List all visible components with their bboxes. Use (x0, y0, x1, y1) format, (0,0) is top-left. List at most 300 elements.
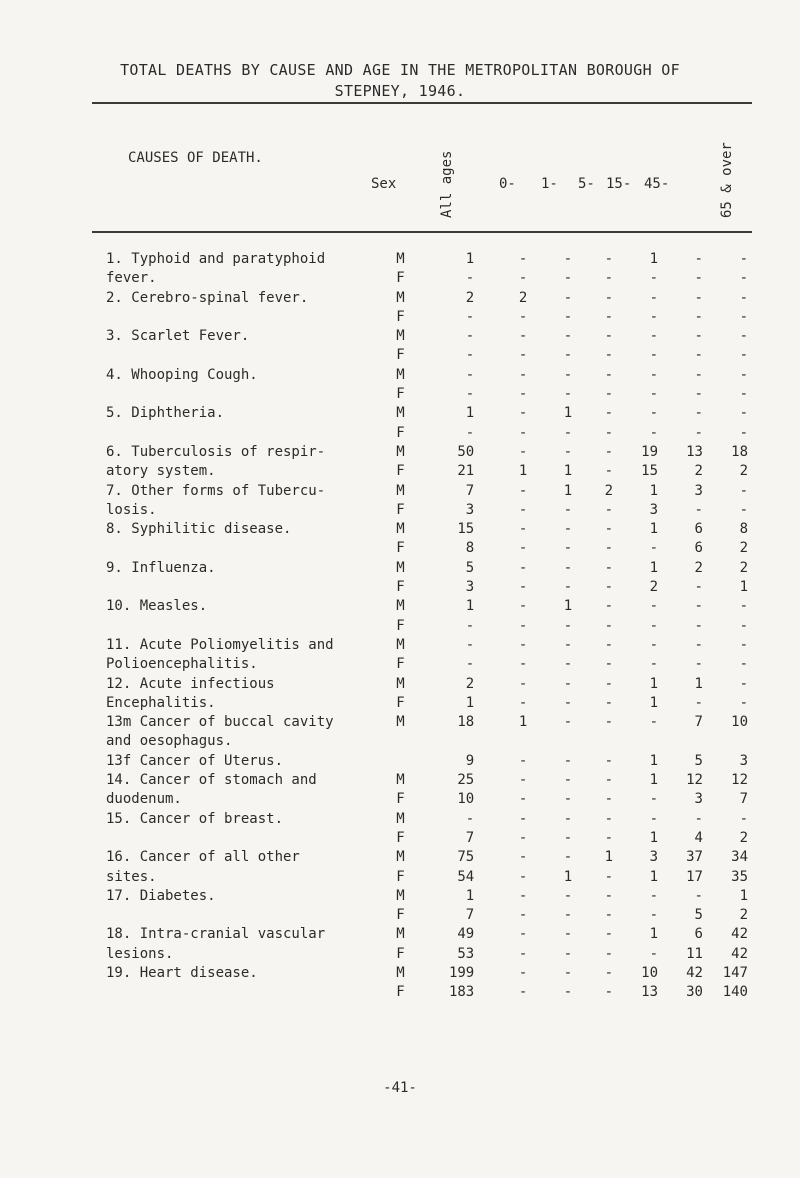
table-row (92, 269, 752, 288)
age-45-cell: 3 (694, 791, 703, 808)
cause-cell: 1. Typhoid and paratyphoid (106, 251, 326, 267)
age-5-cell (576, 732, 617, 751)
age-65-over-cell: - (739, 501, 748, 518)
age-15-cell: - (649, 540, 659, 557)
age-1-cell: - (563, 791, 573, 808)
age-0-cell: - (518, 636, 528, 653)
age-0-cell: - (518, 386, 528, 403)
cause-cell: 19. Heart disease. (106, 964, 258, 981)
age-65-over-cell: 1 (739, 887, 748, 904)
age-1-cell: - (563, 366, 573, 383)
all-ages-cell: 7 (465, 829, 475, 846)
sex-cell: M (396, 714, 405, 731)
age-65-over-cell (707, 732, 752, 751)
sex-cell: F (396, 386, 405, 403)
age-5-cell: - (604, 617, 614, 634)
age-0-cell: - (518, 945, 528, 962)
age-1-cell: - (563, 617, 573, 634)
sex-cell: F (396, 829, 405, 846)
age-0-cell: - (518, 579, 528, 596)
table-row (92, 906, 752, 925)
age-65-over-cell: - (739, 694, 748, 711)
age-0-cell: 2 (518, 289, 528, 306)
age-45-cell: - (694, 308, 703, 325)
table-row (92, 732, 752, 751)
age-1-cell: - (563, 501, 573, 518)
age-45-cell: - (694, 289, 703, 306)
age-1-cell: - (563, 849, 573, 866)
age-0-cell: - (518, 328, 528, 345)
age-0-cell: - (518, 810, 528, 827)
cause-cell (92, 424, 382, 443)
age-45-cell: 7 (694, 714, 703, 731)
sex-cell: M (396, 810, 405, 827)
age-0-cell: - (518, 752, 528, 769)
age-5-cell: - (604, 636, 614, 653)
age-45-cell: 5 (694, 907, 703, 924)
age-65-over-cell: 2 (739, 540, 748, 557)
cause-cell: Encephalitis. (106, 694, 216, 711)
age-1-cell: - (563, 424, 573, 441)
age-65-over-cell: - (739, 386, 748, 403)
age-65-over-cell: 42 (731, 945, 748, 962)
table-row (92, 520, 752, 539)
age-15-cell: 3 (649, 501, 659, 518)
sex-cell: F (396, 347, 405, 364)
age-5-cell: - (604, 868, 614, 885)
all-ages-cell: 54 (457, 868, 475, 885)
age-1-cell: - (563, 829, 573, 846)
all-ages-cell: 49 (457, 926, 475, 943)
age-1-cell: - (563, 559, 573, 576)
age-5-cell: - (604, 308, 614, 325)
age-1-cell: - (563, 694, 573, 711)
age-0-cell: - (518, 405, 528, 422)
age-65-over-cell: - (739, 656, 748, 673)
age-65-over-cell: - (739, 366, 748, 383)
table-row (92, 501, 752, 520)
age-15-cell: 1 (649, 675, 659, 692)
age-15-cell: 19 (641, 443, 659, 460)
age-15-cell: 3 (649, 849, 659, 866)
top-rule (92, 102, 752, 104)
age-65-over-cell: - (739, 405, 748, 422)
all-ages-cell: - (465, 617, 475, 634)
age-15-cell: 1 (649, 251, 659, 267)
age-1-cell: - (563, 714, 573, 731)
age-15-cell: 1 (649, 868, 659, 885)
table-row (92, 578, 752, 597)
sex-cell: F (396, 791, 405, 808)
age-65-over-cell: - (739, 617, 748, 634)
age-65-over-cell: - (739, 347, 748, 364)
all-ages-cell: 3 (465, 501, 475, 518)
age-45-cell: 42 (686, 964, 703, 981)
age-5-cell: - (604, 251, 614, 267)
age-15-cell: 1 (649, 521, 659, 538)
age-65-over-cell: - (739, 675, 748, 692)
age-65-over-cell: - (739, 598, 748, 615)
all-ages-cell: 8 (465, 540, 475, 557)
age-45-cell: 13 (686, 443, 703, 460)
age-15-cell: - (649, 887, 659, 904)
age-0-cell: - (518, 887, 528, 904)
age-1-cell: 1 (563, 868, 573, 885)
age-5-cell: - (604, 926, 614, 943)
age-5-cell: - (604, 270, 614, 287)
all-ages-cell: 183 (448, 984, 475, 1001)
all-ages-cell: 21 (457, 463, 475, 480)
age-15-cell: - (649, 791, 659, 808)
age-0-cell: 1 (518, 463, 528, 480)
table-row (92, 308, 752, 327)
age-0-cell: - (518, 849, 528, 866)
age-15-cell: - (649, 810, 659, 827)
age-45-cell: - (694, 579, 703, 596)
age-65-over-cell: 2 (739, 463, 748, 480)
age-5-cell: - (604, 772, 614, 789)
age-65-over-cell: 10 (731, 714, 748, 731)
cause-cell: 6. Tuberculosis of respir- (106, 443, 326, 460)
table-row (92, 404, 752, 423)
age-15-cell: - (649, 366, 659, 383)
age-15-cell: - (649, 907, 659, 924)
age-15-cell (617, 732, 662, 751)
age-5-cell: - (604, 752, 614, 769)
cause-cell: lesions. (106, 945, 174, 962)
age-15-cell: - (649, 617, 659, 634)
age-15-cell: 1 (649, 829, 659, 846)
cause-cell (92, 539, 382, 558)
age-65-over-cell: - (739, 424, 748, 441)
age-1-cell: - (563, 907, 573, 924)
sex-cell: M (396, 926, 405, 943)
age-0-cell: - (518, 482, 528, 499)
cause-cell (92, 906, 382, 925)
age-1-cell: - (563, 386, 573, 403)
age-45-cell: - (694, 424, 703, 441)
sex-cell: F (396, 579, 405, 596)
cause-cell: duodenum. (106, 791, 182, 808)
table-row (92, 289, 752, 308)
all-ages-cell: 1 (465, 694, 475, 711)
sex-cell: F (396, 463, 405, 480)
age-15-cell: 1 (649, 926, 659, 943)
cause-cell: 5. Diphtheria. (106, 405, 225, 422)
age-15-cell: - (649, 405, 659, 422)
all-ages-cell: - (465, 366, 475, 383)
age-1-cell: - (563, 945, 573, 962)
age-0-cell: - (518, 347, 528, 364)
title-line-1: TOTAL DEATHS BY CAUSE AND AGE IN THE METROPOLITAN BOROUGH OF (120, 61, 680, 79)
table-row (92, 925, 752, 944)
table-row (92, 983, 752, 1002)
age-15-cell: - (649, 386, 659, 403)
age-5-cell: - (604, 424, 614, 441)
deaths-table (92, 250, 752, 1003)
all-ages-cell: 18 (457, 714, 475, 731)
age-5-cell: - (604, 598, 614, 615)
cause-cell: 11. Acute Poliomyelitis and (106, 636, 334, 653)
age-5-cell: 1 (604, 849, 614, 866)
header-age-0: 0- (499, 176, 516, 192)
age-45-cell: 12 (686, 772, 703, 789)
page-title (0, 60, 800, 102)
sex-cell: M (396, 289, 405, 306)
age-15-cell: - (649, 328, 659, 345)
age-1-cell: - (563, 251, 573, 267)
age-1-cell: - (563, 521, 573, 538)
age-5-cell: - (604, 463, 614, 480)
all-ages-cell: - (465, 424, 475, 441)
all-ages-cell: 53 (457, 945, 475, 962)
sex-cell: F (396, 617, 405, 634)
cause-cell: 13m Cancer of buccal cavity (106, 714, 334, 731)
age-0-cell: - (518, 521, 528, 538)
age-1-cell: - (563, 926, 573, 943)
age-65-over-cell: 7 (739, 791, 748, 808)
cause-cell: 10. Measles. (106, 598, 208, 615)
age-0-cell: - (518, 424, 528, 441)
age-65-over-cell: - (739, 270, 748, 287)
age-45-cell: - (694, 251, 703, 267)
cause-cell (92, 308, 382, 327)
age-45-cell: 6 (694, 521, 703, 538)
table-row (92, 559, 752, 578)
sex-cell: M (396, 482, 405, 499)
age-0-cell: - (518, 907, 528, 924)
cause-cell: 18. Intra-cranial vascular (106, 926, 326, 943)
age-5-cell: - (604, 945, 614, 962)
age-1-cell: - (563, 579, 573, 596)
age-45-cell: 30 (686, 984, 703, 1001)
age-5-cell: - (604, 443, 614, 460)
cause-cell (92, 578, 382, 597)
all-ages-cell: 199 (448, 964, 475, 981)
age-5-cell: - (604, 540, 614, 557)
all-ages-cell: 3 (465, 579, 475, 596)
all-ages-cell: - (465, 656, 475, 673)
age-1-cell: - (563, 772, 573, 789)
all-ages-cell: - (465, 308, 475, 325)
age-15-cell: 2 (649, 579, 659, 596)
age-65-over-cell: 2 (739, 559, 748, 576)
age-1-cell: - (563, 347, 573, 364)
all-ages-cell: - (465, 270, 475, 287)
age-0-cell: - (518, 675, 528, 692)
header-age-45: 45- (644, 176, 670, 192)
age-0-cell: - (518, 366, 528, 383)
cause-cell: sites. (106, 868, 157, 885)
age-0-cell (482, 732, 531, 751)
age-45-cell: - (694, 270, 703, 287)
header-age-65-over: 65 & over (719, 142, 735, 218)
age-1-cell: - (563, 636, 573, 653)
table-body (92, 250, 752, 1003)
age-45-cell: 1 (694, 675, 703, 692)
age-15-cell: - (649, 289, 659, 306)
age-5-cell: - (604, 810, 614, 827)
sex-cell: M (396, 251, 405, 267)
cause-cell: 2. Cerebro-spinal fever. (106, 289, 309, 306)
age-0-cell: - (518, 772, 528, 789)
age-5-cell: - (604, 907, 614, 924)
age-45-cell: 17 (686, 868, 703, 885)
table-row (92, 617, 752, 636)
age-1-cell: - (563, 656, 573, 673)
all-ages-cell: 1 (465, 598, 475, 615)
age-1-cell: - (563, 984, 573, 1001)
age-0-cell: - (518, 443, 528, 460)
sex-cell: M (396, 675, 405, 692)
age-1-cell: - (563, 964, 573, 981)
header-all-ages: All ages (439, 150, 455, 218)
age-15-cell: - (649, 270, 659, 287)
table-row (92, 655, 752, 674)
all-ages-cell: - (465, 386, 475, 403)
age-0-cell: - (518, 540, 528, 557)
age-5-cell: - (604, 347, 614, 364)
age-1-cell: 1 (563, 482, 573, 499)
age-15-cell: 1 (649, 482, 659, 499)
sex-cell: F (396, 945, 405, 962)
all-ages-cell: - (465, 328, 475, 345)
sex-cell: M (396, 636, 405, 653)
age-45-cell: 5 (694, 752, 703, 769)
age-15-cell: - (649, 656, 659, 673)
sex-cell: F (396, 270, 405, 287)
age-1-cell: - (563, 887, 573, 904)
age-45-cell: - (694, 636, 703, 653)
table-row (92, 346, 752, 365)
all-ages-cell: 25 (457, 772, 475, 789)
age-1-cell: 1 (563, 598, 573, 615)
age-0-cell: - (518, 868, 528, 885)
age-45-cell: - (694, 405, 703, 422)
sex-cell: M (396, 887, 405, 904)
cause-cell: fever. (106, 270, 157, 287)
age-5-cell: - (604, 887, 614, 904)
age-45-cell: - (694, 501, 703, 518)
sex-cell: F (396, 540, 405, 557)
sex-cell: F (396, 984, 405, 1001)
all-ages-cell: 7 (465, 482, 475, 499)
age-1-cell: - (563, 752, 573, 769)
header-age-15: 15- (606, 176, 632, 192)
age-15-cell: - (649, 714, 659, 731)
table-row (92, 250, 752, 269)
cause-cell: Polioencephalitis. (106, 656, 258, 673)
age-65-over-cell: 1 (739, 579, 748, 596)
all-ages-cell: 2 (465, 289, 475, 306)
age-0-cell: - (518, 251, 528, 267)
table-row (92, 636, 752, 655)
all-ages-cell: - (465, 636, 475, 653)
age-5-cell: - (604, 328, 614, 345)
age-15-cell: 13 (641, 984, 659, 1001)
cause-cell: 3. Scarlet Fever. (106, 328, 250, 345)
age-45-cell: 4 (694, 829, 703, 846)
all-ages-cell: 10 (457, 791, 475, 808)
age-1-cell: - (563, 308, 573, 325)
age-15-cell: 1 (649, 772, 659, 789)
header-sex: Sex (371, 176, 397, 192)
age-1-cell: - (563, 328, 573, 345)
age-0-cell: - (518, 694, 528, 711)
age-5-cell: - (604, 829, 614, 846)
sex-cell (382, 752, 419, 771)
age-45-cell: 2 (694, 559, 703, 576)
header-causes: CAUSES OF DEATH. (128, 150, 263, 166)
all-ages-cell: 15 (457, 521, 475, 538)
table-row (92, 327, 752, 346)
cause-cell: and oesophagus. (106, 733, 233, 750)
age-45-cell: - (694, 810, 703, 827)
table-row (92, 887, 752, 906)
all-ages-cell: 7 (465, 907, 475, 924)
all-ages-cell: 75 (457, 849, 475, 866)
sex-cell: F (396, 424, 405, 441)
age-45-cell (662, 732, 707, 751)
age-65-over-cell: - (739, 308, 748, 325)
age-65-over-cell: 147 (722, 964, 748, 981)
age-5-cell: - (604, 984, 614, 1001)
sex-cell: F (396, 868, 405, 885)
age-5-cell: - (604, 521, 614, 538)
age-1-cell: - (563, 675, 573, 692)
table-row (92, 597, 752, 616)
age-0-cell: - (518, 270, 528, 287)
sex-cell: F (396, 907, 405, 924)
age-45-cell: 2 (694, 463, 703, 480)
age-5-cell: - (604, 791, 614, 808)
cause-cell: 8. Syphilitic disease. (106, 521, 292, 538)
all-ages-cell: 1 (465, 251, 475, 267)
all-ages-cell: 1 (465, 405, 475, 422)
age-1-cell: - (563, 540, 573, 557)
age-0-cell: - (518, 308, 528, 325)
age-45-cell: - (694, 328, 703, 345)
table-row (92, 964, 752, 983)
header-rule (92, 231, 752, 233)
cause-cell (92, 829, 382, 848)
age-65-over-cell: 2 (739, 829, 748, 846)
sex-cell: M (396, 772, 405, 789)
sex-cell: M (396, 849, 405, 866)
age-65-over-cell: 12 (731, 772, 748, 789)
age-45-cell: 11 (686, 945, 703, 962)
age-65-over-cell: 18 (731, 443, 748, 460)
table-row (92, 945, 752, 964)
cause-cell (92, 346, 382, 365)
age-0-cell: - (518, 984, 528, 1001)
age-65-over-cell: 35 (731, 868, 748, 885)
age-65-over-cell: - (739, 482, 748, 499)
table-row (92, 771, 752, 790)
age-0-cell: - (518, 598, 528, 615)
age-45-cell: - (694, 656, 703, 673)
age-0-cell: - (518, 964, 528, 981)
table-row (92, 810, 752, 829)
age-5-cell: - (604, 289, 614, 306)
sex-cell (382, 732, 419, 751)
age-65-over-cell: 3 (739, 752, 748, 769)
all-ages-cell: 50 (457, 443, 475, 460)
cause-cell: 9. Influenza. (106, 559, 216, 576)
age-5-cell: - (604, 714, 614, 731)
table-row (92, 424, 752, 443)
age-65-over-cell: 2 (739, 907, 748, 924)
